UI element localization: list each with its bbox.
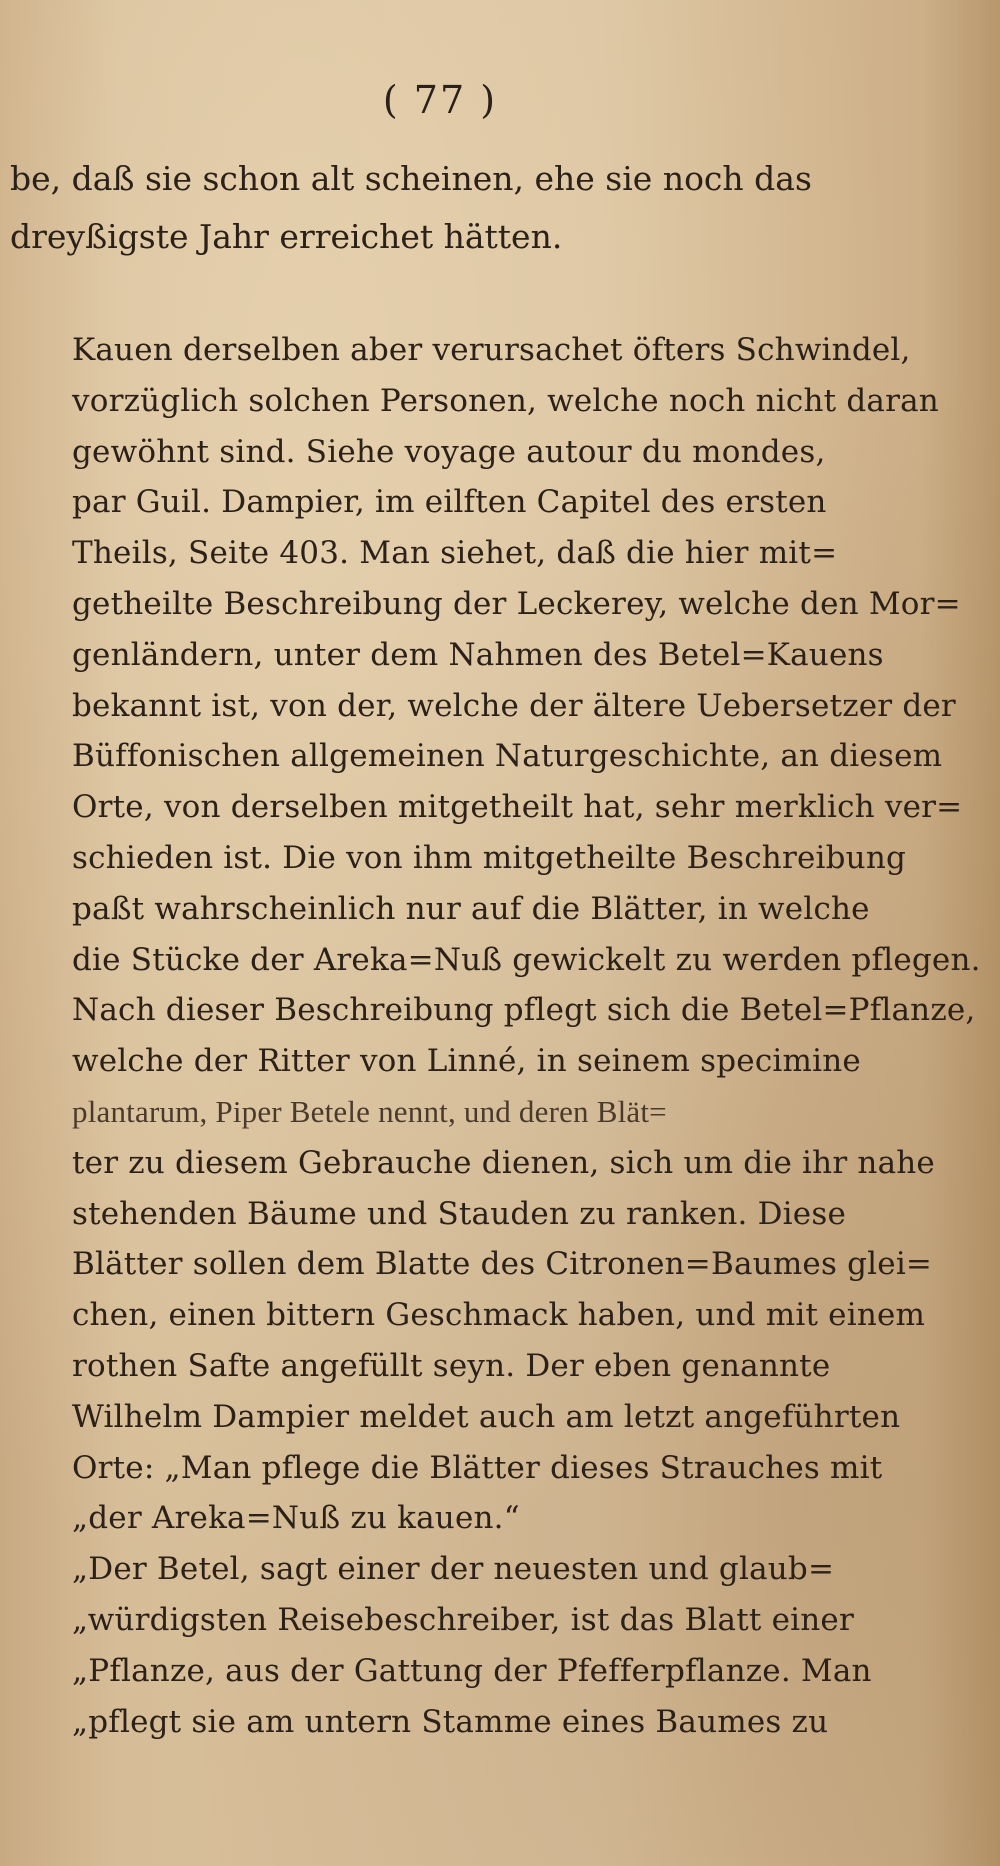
text-line: schieden ist. Die von ihm mitgetheilte Beschreibung: [72, 839, 907, 876]
text-line: Nach dieser Beschreibung pflegt sich die Betel=Pflanze,: [72, 992, 976, 1029]
text-line: Büffonischen allgemeinen Naturgeschichte, an diesem: [72, 738, 943, 775]
text-line: ter zu diesem Gebrauche dienen, sich um die ihr nahe: [72, 1144, 935, 1181]
text-line: vorzüglich solchen Personen, welche noch nicht daran: [72, 382, 939, 419]
text-line: „pflegt sie am untern Stamme eines Baumes zu: [72, 1703, 829, 1740]
text-line: bekannt ist, von der, welche der ältere Uebersetzer der: [72, 687, 956, 724]
text-line: gewöhnt sind. Siehe voyage autour du mondes,: [72, 433, 826, 470]
text-line: Orte: „Man pflege die Blätter dieses Strauches mit: [72, 1449, 883, 1486]
text-line: paßt wahrscheinlich nur auf die Blätter, in welche: [72, 890, 870, 927]
text-line: „der Areka=Nuß zu kauen.“: [72, 1500, 520, 1537]
text-line: Wilhelm Dampier meldet auch am letzt angeführten: [72, 1398, 901, 1435]
text-line: „Der Betel, sagt einer der neuesten und glaub=: [72, 1551, 835, 1588]
text-line: Kauen derselben aber verursachet öfters Schwindel,: [72, 332, 911, 368]
text-line: dreyßigste Jahr erreichet hätten.: [10, 217, 563, 256]
text-line: Theils, Seite 403. Man siehet, daß die hier mit=: [72, 535, 838, 572]
text-line: „würdigsten Reisebeschreiber, ist das Blatt einer: [72, 1601, 854, 1638]
text-line: chen, einen bittern Geschmack haben, und mit einem: [72, 1297, 926, 1334]
footnote-body: [72, 332, 981, 1754]
page-number: ( 77 ): [382, 78, 498, 122]
text-line: genländern, unter dem Nahmen des Betel=Kauens: [72, 636, 884, 673]
text-line: die Stücke der Areka=Nuß gewickelt zu werden pflegen.: [72, 941, 981, 978]
text-line: par Guil. Dampier, im eilften Capitel des ersten: [72, 484, 827, 521]
text-line: be, daß sie schon alt scheinen, ehe sie noch das: [10, 159, 812, 198]
text-line: welche der Ritter von Linné, in seinem specimine: [72, 1043, 861, 1080]
text-line: rothen Safte angefüllt seyn. Der eben genannte: [72, 1347, 831, 1384]
text-line: Blätter sollen dem Blatte des Citronen=Baumes glei=: [72, 1246, 933, 1283]
text-line: Orte, von derselben mitgetheilt hat, sehr merklich ver=: [72, 789, 963, 826]
text-line: „Pflanze, aus der Gattung der Pfefferpflanze. Man: [72, 1652, 872, 1689]
text-line: stehenden Bäume und Stauden zu ranken. Diese: [72, 1195, 846, 1232]
text-line: plantarum, Piper Betele nennt, und deren Blät=: [72, 1093, 667, 1129]
text-line: getheilte Beschreibung der Leckerey, welche den Mor=: [72, 585, 961, 622]
